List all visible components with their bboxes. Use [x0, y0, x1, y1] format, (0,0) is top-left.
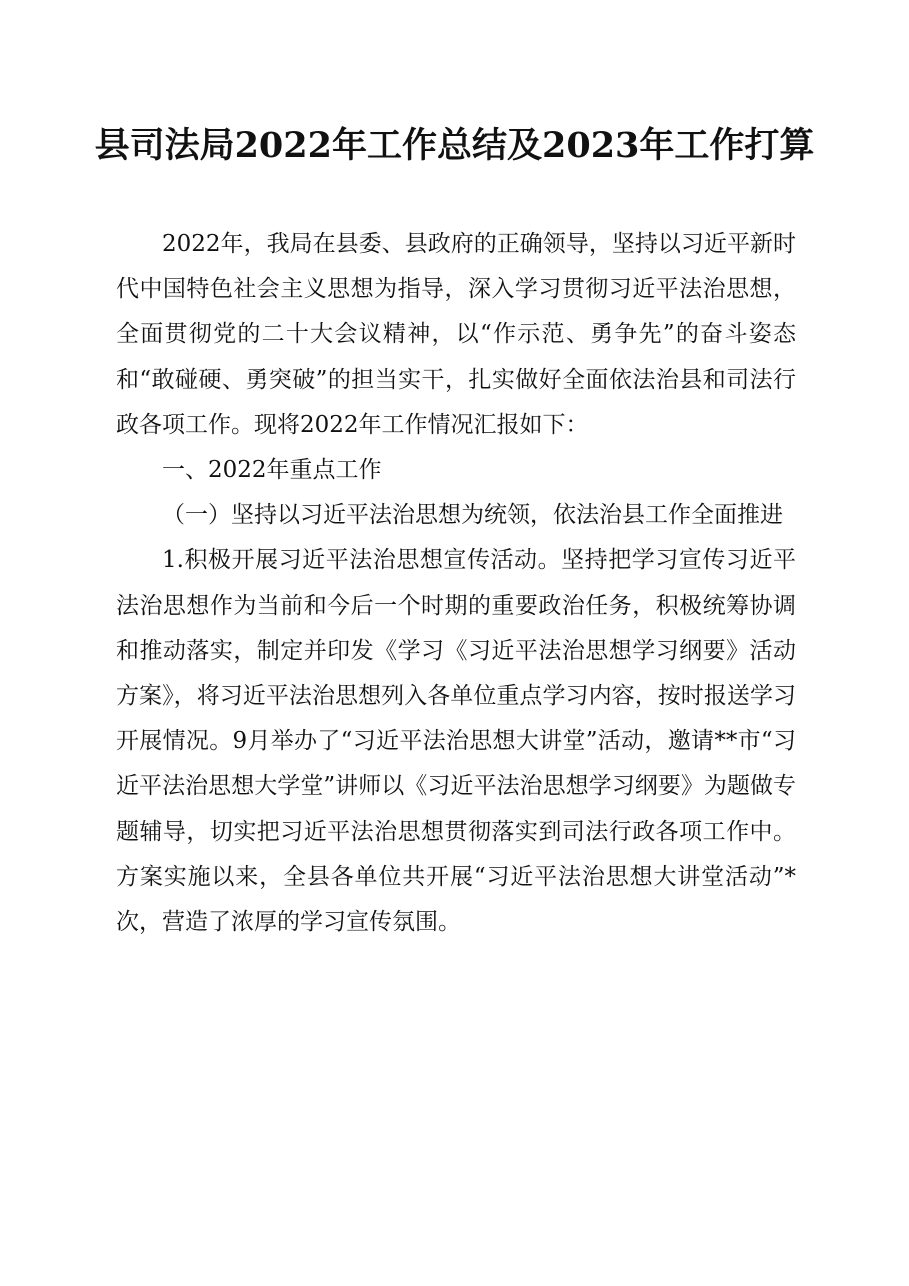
subsection-heading: （一）坚持以习近平法治思想为统领，依法治县工作全面推进 [162, 502, 783, 529]
item-paragraph: 1.积极开展习近平法治思想宣传活动。坚持把学习宣传习近平法治思想作为当前和今后一个时期的重要政治任务，积极统筹协调和推动落实，制定并印发《学习《习近平法治思想学习纲要》活动方案》，将习近平法治思想列入各单位重点学习内容，按时报送学习开展情况。9月举办了“习近平法治思想大讲堂”活动，邀请**市“习近平法治思想大学堂”讲师以《习近平法治思想学习纲要》为题做专题辅导，切实把习近平法治思想贯彻落实到司法行政各项工作中。方案实施以来，全县各单位共开展“习近平法治思想大讲堂活动”*次，营造了浓厚的学习宣传氛围。 [116, 547, 796, 936]
document-title: 县司法局2022年工作总结及2023年工作打算 [94, 125, 815, 166]
intro-paragraph: 2022年，我局在县委、县政府的正确领导，坚持以习近平新时代中国特色社会主义思想为指导，深入学习贯彻习近平法治思想，全面贯彻党的二十大会议精神，以“作示范、勇争先”的奋斗姿态和“敢碰硬、勇突破”的担当实干，扎实做好全面依法治县和司法行政各项工作。现将2022年工作情况汇报如下： [116, 231, 796, 438]
document-body [116, 222, 796, 945]
section-heading: 一、2022年重点工作 [162, 457, 382, 484]
